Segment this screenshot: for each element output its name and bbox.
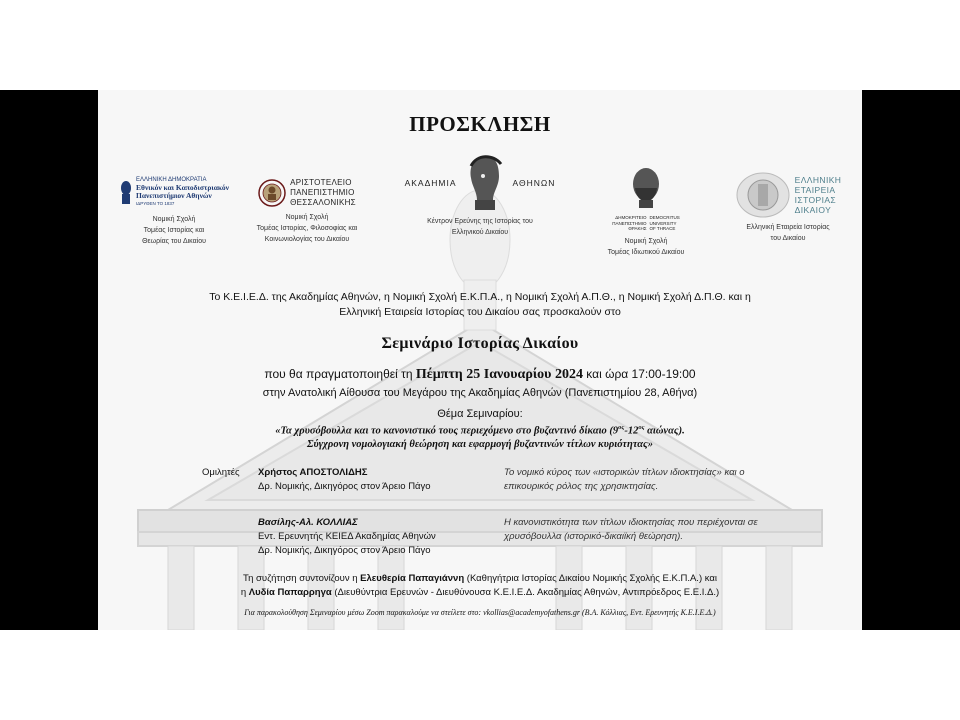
invitation-line-1: Το Κ.Ε.Ι.Ε.Δ. της Ακαδημίας Αθηνών, η Νομική Σχολή Ε.Κ.Π.Α., η Νομική Σχολή Α.Π.Θ., η Νομική Σχολή Δ.Π.Θ. και η <box>209 291 751 303</box>
theme-text-a: «Τα χρυσόβουλλα και το κανονιστικό τους περιεχόμενο στο βυζαντινό δίκαιο (9 <box>275 425 619 437</box>
speaker-2-topic-line2: χρυσόβουλλα (ιστορικό-δικαιϊκή θεώρηση). <box>504 531 683 542</box>
logo-ekpa <box>106 176 242 247</box>
society-caption-1: Ελληνική Εταιρεία Ιστορίας <box>746 224 830 231</box>
speaker-2-role-1: Εντ. Ερευνητής ΚΕΙΕΔ Ακαδημίας Αθηνών <box>258 531 436 542</box>
auth-line1: ΑΡΙΣΤΟΤΕΛΕΙΟ <box>290 178 352 187</box>
auth-line2: ΠΑΝΕΠΙΣΤΗΜΙΟ <box>290 188 355 197</box>
academy-left-text: ΑΚΑΔΗΜΙΑ <box>404 178 457 188</box>
event-datetime <box>98 367 862 383</box>
theme-sup-2: ος <box>638 424 645 431</box>
theme-line-2: Σύγχρονη νομολογιακή θεώρηση και εφαρμογή βυζαντινών τίτλων κυριότητας» <box>307 439 653 450</box>
society-line1: ΕΛΛΗΝΙΚΗ <box>794 175 842 185</box>
ekpa-line2: Εθνικόν και Καποδιστριακόν <box>136 183 229 192</box>
presentation-frame <box>0 90 960 630</box>
moderator-1-role: (Καθηγήτρια Ιστορίας Δικαίου Νομικής Σχολής Ε.Κ.Π.Α.) και <box>466 573 717 584</box>
logo-hellenic-society-legal-history <box>720 170 856 244</box>
zoom-note: Για παρακολούθηση Σεμιναρίου μέσω Zoom παρακαλούμε να στείλετε στο: vkollias@academyofathens.gr (Β.Α. Κόλλιας, Εντ. Ερευνητής Κ.Ε.Ι.Ε.Δ.) <box>244 608 716 617</box>
speaker-1-name: Χρήστος ΑΠΟΣΤΟΛΙΔΗΣ <box>258 467 368 478</box>
auth-caption-1: Νομική Σχολή <box>285 214 329 221</box>
society-line3: ΙΣΤΟΡΙΑΣ <box>794 195 837 205</box>
duth-en-line3: OF THRACE <box>649 226 676 231</box>
theme-text-c: αιώνας). <box>644 425 685 437</box>
theme-label: Θέμα Σεμιναρίου: <box>437 408 523 420</box>
ekpa-line1: ΕΛΛΗΝΙΚΗ ΔΗΜΟΚΡΑΤΙΑ <box>136 177 207 183</box>
academy-caption-2: Ελληνικού Δικαίου <box>451 229 509 236</box>
speaker-2-topic <box>504 516 758 544</box>
speaker-1-topic <box>504 466 745 494</box>
speaker-2-topic-line1: Η κανονιστικότητα των τίτλων ιδιοκτησίας που περιέχονται σε <box>504 517 758 528</box>
page-title: ΠΡΟΣΚΛΗΣΗ <box>409 112 551 136</box>
moderator-1-name: Ελευθερία Παπαγιάννη <box>360 573 465 584</box>
invitation-text <box>98 290 862 320</box>
ekpa-caption-3: Θεωρίας του Δικαίου <box>142 238 206 245</box>
speaker-1-topic-line2: επικουρικός ρόλος της χρησικτησίας. <box>504 481 659 492</box>
auth-caption-3: Κοινωνιολογίας του Δικαίου <box>264 236 350 243</box>
coin-emblem-icon <box>735 170 791 220</box>
event-time: και ώρα 17:00-19:00 <box>586 367 696 381</box>
logo-duth <box>586 166 706 258</box>
invitation-slide <box>98 90 862 630</box>
ekpa-line4: ΙΔΡΥΘΕΝ ΤΟ 1837 <box>136 201 175 206</box>
auth-line3: ΘΕΣΣΑΛΟΝΙΚΗΣ <box>290 198 356 207</box>
ekpa-caption-2: Τομέας Ιστορίας και <box>143 227 205 234</box>
coordination-line-1 <box>98 572 862 586</box>
auth-caption-2: Τομέας Ιστορίας, Φιλοσοφίας και <box>256 225 358 232</box>
speaker-1-role: Δρ. Νομικής, Δικηγόρος στον Άρειο Πάγο <box>258 481 431 492</box>
society-line2: ΕΤΑΙΡΕΙΑ <box>794 185 836 195</box>
duth-en-line1: DEMOCRITUS <box>649 215 680 220</box>
datetime-prefix: που θα πραγματοποιηθεί τη <box>264 367 413 381</box>
speaker-2-name: Βασίλης-Αλ. ΚΟΛΛΙΑΣ <box>258 517 358 528</box>
coordination-prefix-2: η <box>240 587 247 598</box>
athena-head-icon <box>463 152 507 214</box>
ekpa-line3: Πανεπιστήμιον Αθηνών <box>136 191 212 200</box>
duth-gr-line2: ΠΑΝΕΠΙΣΤΗΜΙΟ <box>612 220 647 226</box>
speaker-1-info <box>258 466 431 494</box>
theme-line-1 <box>98 424 862 437</box>
event-location: στην Ανατολική Αίθουσα του Μεγάρου της Ακαδημίας Αθηνών (Πανεπιστημίου 28, Αθήνα) <box>262 387 698 399</box>
event-date: Πέμπτη 25 Ιανουαρίου 2024 <box>415 367 583 382</box>
theme-sup-1: ος <box>618 424 625 431</box>
aristotle-seal-icon <box>258 178 286 208</box>
coordination-prefix-1: Τη συζήτηση συντονίζουν η <box>243 573 358 584</box>
academy-caption-1: Κέντρον Ερεύνης της Ιστορίας του <box>427 218 533 225</box>
athena-emblem-icon <box>119 179 133 205</box>
invitation-line-2: Ελληνική Εταιρεία Ιστορίας του Δικαίου σας προσκαλούν στο <box>339 306 621 318</box>
speaker-2-info <box>258 516 436 558</box>
moderator-2-name: Λυδία Παπαρρηγα <box>248 587 332 598</box>
duth-gr-line3: ΘΡΑΚΗΣ <box>628 226 647 231</box>
speakers-label: Ομιλητές <box>202 467 240 478</box>
seminar-title: Σεμινάριο Ιστορίας Δικαίου <box>381 335 579 352</box>
logo-academy-of-athens <box>380 152 580 238</box>
ekpa-caption-1: Νομική Σχολή <box>152 216 196 223</box>
speaker-1-topic-line1: Το νομικό κύρος των «ιστορικών τίτλων ιδιοκτησίας» και ο <box>504 467 745 478</box>
duth-gr-line1: ΔΗΜΟΚΡΙΤΕΙΟ <box>615 215 647 220</box>
duth-caption-2: Τομέας Ιδιωτικού Δικαίου <box>607 248 685 256</box>
theme-text-b: -12 <box>624 425 639 437</box>
moderator-2-role: (Διευθύντρια Ερευνών - Διευθύνουσα Κ.Ε.Ι.Ε.Δ. Ακαδημίας Αθηνών, Αντιπρόεδρος Ε.Ε.Ι.Δ.) <box>334 587 720 598</box>
society-line4: ΔΙΚΑΙΟΥ <box>794 205 832 215</box>
democritus-head-icon <box>627 166 665 210</box>
society-caption-2: του Δικαίου <box>770 235 806 242</box>
coordination-line-2 <box>98 586 862 600</box>
duth-caption-1: Νομική Σχολή <box>624 237 668 245</box>
duth-en-line2: UNIVERSITY <box>649 220 677 226</box>
academy-right-text: ΑΘΗΝΩΝ <box>512 178 556 188</box>
logo-auth <box>242 178 372 245</box>
coordination-text <box>98 572 862 600</box>
speaker-2-role-2: Δρ. Νομικής, Δικηγόρος στον Άρειο Πάγο <box>258 545 431 556</box>
